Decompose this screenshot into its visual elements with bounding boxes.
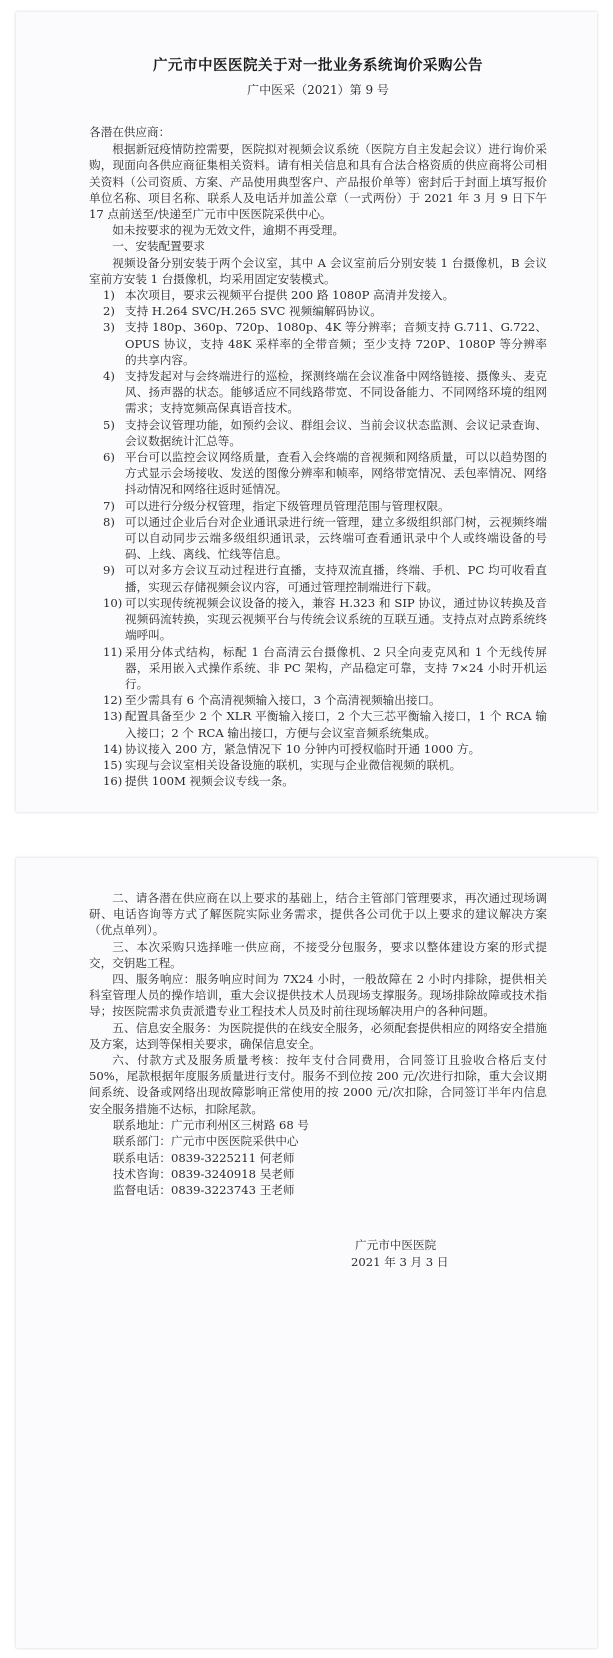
document-page-1 xyxy=(16,12,597,812)
contact-block xyxy=(113,1117,547,1199)
item-text: 支持 H.264 SVC/H.265 SVC 视频编解码协议。 xyxy=(125,304,382,319)
salutation: 各潜在供应商： xyxy=(89,125,171,139)
requirement-item xyxy=(89,562,547,594)
section-1-heading: 一、安装配置要求 xyxy=(112,239,205,254)
item-number: 6) xyxy=(103,450,115,465)
requirement-item xyxy=(89,319,547,368)
intro-paragraph: 根据新冠疫情防控需要，医院拟对视频会议系统（医院方自主发起会议）进行询价采购，现面向各供应商征集相关资料。请有相关信息和具有合法合格资质的供应商将公司相关资料（公司资质、方案、产品使用典型客户、产品报价单等）密封后于封面上填写报价单位名称、项目名称、联系人及电话并加盖公章（一式两份）于 2021 年 3 月 9 日下午 17 点前送至/快递至广元市中医医院采供中心。 xyxy=(89,142,547,222)
item-number: 13) xyxy=(103,709,123,724)
item-text: 平台可以监控会议网络质量，查看入会终端的音视频和网络质量，可以以趋势图的方式显示会场接收、发送的图像分辨率和帧率，网络带宽情况、丢包率情况、网络抖动情况和网络往返时延情况。 xyxy=(125,450,547,497)
section-6-paragraph: 六、付款方式及服务质量考核：按年支付合同费用，合同签订且验收合格后支付 50%，尾款根据年度服务质量进行支付。服务不到位按 200 元/次进行扣除，重大会议期间系统、设备或网络出现故障影响正常使用的按 2000 元/次扣除，合同签订半年内信息安全服务措施不达标，扣除尾款。 xyxy=(89,1053,547,1116)
section-2-paragraph: 二、请各潜在供应商在以上要求的基础上，结合主管部门管理要求，再次通过现场调研、电话咨询等方式了解医院实际业务需求，提供各公司优于以上要求的建议解决方案（优点单列）。 xyxy=(89,891,547,938)
item-number: 2) xyxy=(103,304,115,319)
item-text: 本次项目，要求云视频平台提供 200 路 1080P 高清并发接入。 xyxy=(125,288,455,303)
requirement-item xyxy=(89,644,547,693)
section-1-intro: 视频设备分别安装于两个会议室，其中 A 会议室前后分别安装 1 台摄像机，B 会议室前方安装 1 台摄像机，均采用固定安装模式。 xyxy=(89,255,547,286)
contact-department: 联系部门：广元市中医医院采供中心 xyxy=(113,1134,299,1149)
page-1-content xyxy=(89,46,547,789)
requirement-item xyxy=(89,741,547,757)
requirement-item xyxy=(89,757,547,773)
signature-date: 2021 年 3 月 3 日 xyxy=(351,1254,449,1269)
item-text: 提供 100M 视频会议专线一条。 xyxy=(125,774,294,789)
requirement-item xyxy=(89,368,547,417)
document-title: 广元市中医医院关于对一批业务系统询价采购公告 xyxy=(153,57,483,74)
item-number: 7) xyxy=(103,498,115,513)
requirement-item xyxy=(89,498,547,514)
item-number: 4) xyxy=(103,369,115,384)
requirement-item xyxy=(89,692,547,708)
notice-paragraph: 如未按要求的视为无效文件，逾期不再受理。 xyxy=(112,223,345,238)
item-number: 15) xyxy=(103,757,123,772)
document-number: 广中医采（2021）第 9 号 xyxy=(247,83,389,97)
item-number: 5) xyxy=(103,417,115,432)
contact-phone: 联系电话：0839-3225211 何老师 xyxy=(113,1150,295,1165)
section-5-paragraph: 五、信息安全服务：为医院提供的在线安全服务，必须配套提供相应的网络安全措施及方案，达到等保相关要求，确保信息安全。 xyxy=(89,1020,547,1051)
item-text: 支持发起对与会终端进行的巡检，探测终端在会议准备中网络链接、摄像头、麦克风、扬声器的状态。能够适应不同线路带宽、不同设备能力、不同网络环境的组网需求；支持宽频高保真语音技术。 xyxy=(125,369,547,416)
item-number: 8) xyxy=(103,514,115,529)
item-number: 16) xyxy=(103,774,123,789)
item-text: 可以通过企业后台对企业通讯录进行统一管理，建立多级组织部门树，云视频终端可以自动同步云端多级组织通讯录，云终端可查看通讯录中个人或终端设备的号码、上线、离线、忙线等信息。 xyxy=(125,514,547,562)
requirement-item xyxy=(89,449,547,498)
contact-address: 联系地址：广元市利州区三树路 68 号 xyxy=(113,1117,310,1132)
item-text: 可以进行分级分权管理，指定下级管理员管理范围与管理权限。 xyxy=(125,498,450,513)
item-text: 支持 180p、360p、720p、1080p、4K 等分辨率；音频支持 G.711、G.722、OPUS 协议，支持 48K 采样率的全带音频；至少支持 720P、1080P 等分辨率的共享内容。 xyxy=(125,320,547,367)
item-number: 11) xyxy=(103,644,123,659)
section-3-paragraph: 三、本次采购只选择唯一供应商，不接受分包服务，要求以整体建设方案的形式提交，交钥匙工程。 xyxy=(89,939,547,970)
requirement-item xyxy=(89,417,547,449)
item-text: 协议接入 200 方，紧急情况下 10 分钟内可授权临时开通 1000 方。 xyxy=(125,741,481,756)
technical-phone: 技术咨询：0839-3240918 吴老师 xyxy=(113,1167,295,1182)
supervision-phone: 监督电话：0839-3223743 王老师 xyxy=(113,1183,295,1198)
requirement-item xyxy=(89,773,547,789)
item-number: 12) xyxy=(103,693,123,708)
requirement-list xyxy=(89,287,547,789)
requirement-item xyxy=(89,708,547,740)
requirement-item xyxy=(89,595,547,644)
requirement-item xyxy=(89,514,547,563)
item-number: 3) xyxy=(103,320,115,335)
signature-block xyxy=(89,1237,547,1271)
item-number: 1) xyxy=(103,288,115,303)
signature-organization: 广元市中医医院 xyxy=(355,1237,437,1252)
item-number: 14) xyxy=(103,741,123,756)
requirement-item xyxy=(89,287,547,303)
document-page-2 xyxy=(16,858,597,1648)
item-text: 采用分体式结构，标配 1 台高清云台摄像机、2 只全向麦克风和 1 个无线传屏器，采用嵌入式操作系统、非 PC 架构，产品稳定可靠，支持 7×24 小时开机运行。 xyxy=(125,644,547,691)
section-4-paragraph: 四、服务响应：服务响应时间为 7X24 小时，一般故障在 2 小时内排除，提供相关科室管理人员的操作培训，重大会议提供技术人员现场支撑服务。现场排除故障或技术指导；按医院需求负责派遣专业工程技术人员及时前往现场解决用户的各种问题。 xyxy=(89,972,547,1019)
item-text: 可以实现传统视频会议设备的接入，兼容 H.323 和 SIP 协议，通过协议转换及音视频码流转换，实现云视频平台与传统会议系统的互联互通。支持点对点跨系统终端呼叫。 xyxy=(125,595,547,643)
item-text: 配置具备至少 2 个 XLR 平衡输入接口，2 个大三芯平衡输入接口，1 个 RCA 输入接口；2 个 RCA 输出接口，方便与会议室音频系统集成。 xyxy=(125,709,547,740)
item-text: 实现与会议室相关设备设施的联机，实现与企业微信视频的联机。 xyxy=(125,757,462,772)
item-text: 支持会议管理功能，如预约会议、群组会议、当前会议状态监测、会议记录查询、会议数据统计汇总等。 xyxy=(125,417,547,448)
item-text: 可以对多方会议互动过程进行直播，支持双流直播，终端、手机、PC 均可收看直播，实现云存储视频会议内容，可通过管理控制端进行下载。 xyxy=(125,563,547,594)
item-number: 9) xyxy=(103,563,115,578)
item-text: 至少需具有 6 个高清视频输入接口，3 个高清视频输出接口。 xyxy=(125,693,441,708)
requirement-item xyxy=(89,303,547,319)
item-number: 10) xyxy=(103,595,123,610)
page-2-content xyxy=(89,890,547,1271)
